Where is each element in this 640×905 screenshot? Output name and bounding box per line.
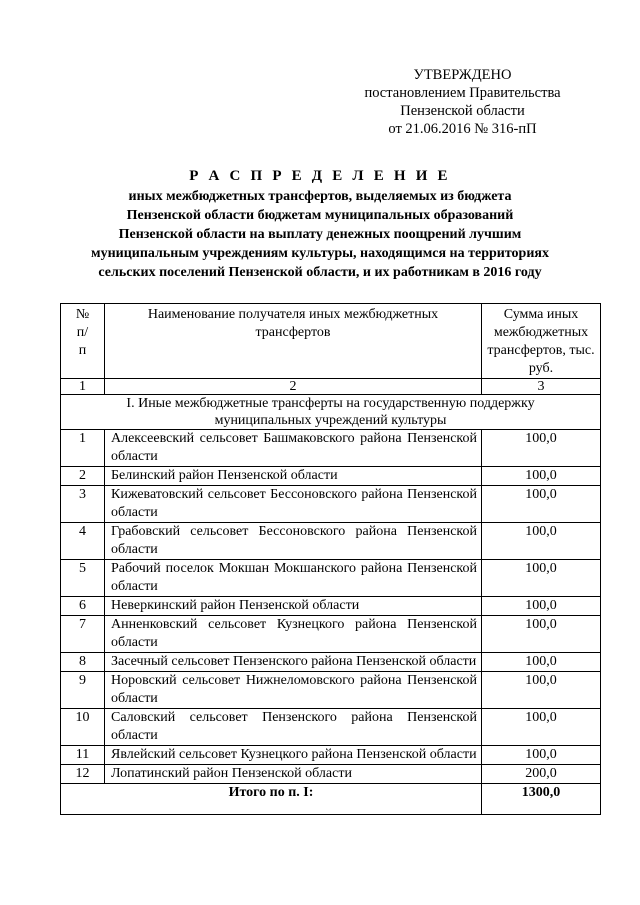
row-number: 2: [61, 467, 105, 486]
table-row: [61, 653, 601, 672]
header-sum: Сумма иных межбюджетных трансфертов, тыс. руб.: [482, 304, 601, 379]
document-heading: [60, 166, 580, 282]
total-sum: 1300,0: [482, 784, 601, 815]
table-row: [61, 746, 601, 765]
row-number: 5: [61, 560, 105, 597]
row-number: 11: [61, 746, 105, 765]
approval-block: [340, 66, 585, 138]
transfer-amount: 100,0: [482, 616, 601, 653]
row-number: 12: [61, 765, 105, 784]
row-number: 1: [61, 430, 105, 467]
transfer-amount: 100,0: [482, 653, 601, 672]
transfer-amount: 100,0: [482, 597, 601, 616]
heading-line: сельских поселений Пензенской области, и их работникам в 2016 году: [98, 265, 542, 280]
table-row: [61, 765, 601, 784]
row-number: 7: [61, 616, 105, 653]
approval-line: Пензенской области: [400, 103, 525, 119]
table-row: [61, 467, 601, 486]
recipient-name: Засечный сельсовет Пензенского района Пензенской области: [105, 653, 482, 672]
recipient-name: Рабочий поселок Мокшан Мокшанского района Пензенской области: [105, 560, 482, 597]
total-row: [61, 784, 601, 815]
recipient-name: Анненковский сельсовет Кузнецкого района Пензенской области: [105, 616, 482, 653]
column-index: 3: [482, 379, 601, 395]
recipient-name: Кижеватовский сельсовет Бессоновского района Пензенской области: [105, 486, 482, 523]
approval-title: УТВЕРЖДЕНО: [413, 67, 512, 83]
heading-line: иных межбюджетных трансфертов, выделяемых из бюджета: [128, 189, 512, 204]
transfer-amount: 200,0: [482, 765, 601, 784]
table-row: [61, 597, 601, 616]
section-row: [61, 395, 601, 430]
transfer-amount: 100,0: [482, 430, 601, 467]
row-number: 8: [61, 653, 105, 672]
table-row: [61, 560, 601, 597]
transfer-amount: 100,0: [482, 486, 601, 523]
recipient-name: Явлейский сельсовет Кузнецкого района Пензенской области: [105, 746, 482, 765]
row-number: 4: [61, 523, 105, 560]
recipient-name: Саловский сельсовет Пензенского района Пензенской области: [105, 709, 482, 746]
heading-line: муниципальным учреждениям культуры, находящимся на территориях: [91, 246, 549, 261]
section-title: I. Иные межбюджетные трансферты на государственную поддержку муниципальных учреждений культуры: [61, 395, 601, 430]
transfer-amount: 100,0: [482, 560, 601, 597]
header-name: Наименование получателя иных межбюджетных трансфертов: [105, 304, 482, 379]
row-number: 3: [61, 486, 105, 523]
column-index: 1: [61, 379, 105, 395]
transfer-amount: 100,0: [482, 709, 601, 746]
table-row: [61, 430, 601, 467]
transfer-amount: 100,0: [482, 672, 601, 709]
table-row: [61, 523, 601, 560]
transfer-amount: 100,0: [482, 467, 601, 486]
column-index-row: [61, 379, 601, 395]
total-label: Итого по п. I:: [61, 784, 482, 815]
approval-date: от 21.06.2016 № 316-пП: [388, 121, 537, 137]
row-number: 6: [61, 597, 105, 616]
distribution-table: [60, 303, 601, 815]
heading-line: Пензенской области на выплату денежных поощрений лучшим: [118, 227, 522, 242]
table-row: [61, 616, 601, 653]
header-num: № п/п: [61, 304, 105, 379]
table-row: [61, 709, 601, 746]
column-index: 2: [105, 379, 482, 395]
heading-line: Пензенской области бюджетам муниципальных образований: [126, 208, 514, 223]
transfer-amount: 100,0: [482, 746, 601, 765]
document-title: Р А С П Р Е Д Е Л Е Н И Е: [189, 168, 451, 184]
recipient-name: Алексеевский сельсовет Башмаковского района Пензенской области: [105, 430, 482, 467]
recipient-name: Неверкинский район Пензенской области: [105, 597, 482, 616]
table-row: [61, 486, 601, 523]
transfer-amount: 100,0: [482, 523, 601, 560]
approval-line: постановлением Правительства: [364, 85, 561, 101]
row-number: 10: [61, 709, 105, 746]
table-row: [61, 672, 601, 709]
table-header-row: [61, 304, 601, 379]
recipient-name: Норовский сельсовет Нижнеломовского района Пензенской области: [105, 672, 482, 709]
recipient-name: Белинский район Пензенской области: [105, 467, 482, 486]
recipient-name: Грабовский сельсовет Бессоновского района Пензенской области: [105, 523, 482, 560]
recipient-name: Лопатинский район Пензенской области: [105, 765, 482, 784]
row-number: 9: [61, 672, 105, 709]
